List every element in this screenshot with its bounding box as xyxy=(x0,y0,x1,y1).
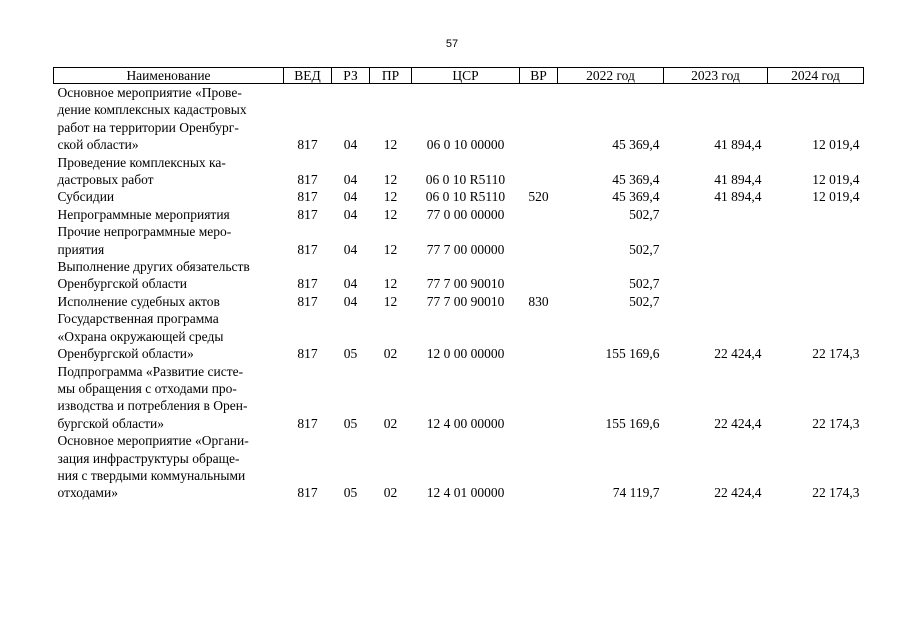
cell-pr: 12 xyxy=(383,189,398,205)
cell-csr: 77 0 00 00000 xyxy=(426,206,505,222)
table-row xyxy=(54,432,864,502)
cell-pr: 12 xyxy=(383,293,398,309)
cell-y2024 xyxy=(768,293,864,310)
cell-pr: 12 xyxy=(383,137,398,153)
header-2022: 2022 год xyxy=(558,68,664,84)
table-row xyxy=(54,310,864,362)
row-name-line: Субсидии xyxy=(57,189,115,205)
cell-pr: 02 xyxy=(383,346,398,362)
row-name xyxy=(54,363,284,433)
cell-ved: 817 xyxy=(297,137,318,153)
cell-ved: 817 xyxy=(297,485,318,501)
cell-rz: 04 xyxy=(343,189,358,205)
cell-y2022: 45 369,4 xyxy=(612,172,660,188)
cell-ved: 817 xyxy=(297,172,318,188)
row-name-line: ской области» xyxy=(57,137,139,153)
row-name-line: Государственная программа xyxy=(57,311,219,327)
header-ved: ВЕД xyxy=(284,68,332,84)
row-name xyxy=(54,310,284,362)
cell-rz: 05 xyxy=(343,415,358,431)
table-body xyxy=(54,84,864,502)
row-name-line: Выполнение других обязательств xyxy=(57,259,250,275)
cell-ved: 817 xyxy=(297,241,318,257)
cell-y2024: 12 019,4 xyxy=(812,137,860,153)
cell-rz: 04 xyxy=(343,293,358,309)
row-name-line: Исполнение судебных актов xyxy=(57,293,220,309)
row-name xyxy=(54,432,284,502)
cell-y2023: 41 894,4 xyxy=(714,137,762,153)
cell-vr xyxy=(520,363,558,433)
cell-csr: 06 0 10 00000 xyxy=(426,137,505,153)
row-name xyxy=(54,206,284,223)
cell-y2023: 22 424,4 xyxy=(714,415,762,431)
cell-y2023: 41 894,4 xyxy=(714,189,762,205)
table-row xyxy=(54,363,864,433)
cell-rz: 05 xyxy=(343,485,358,501)
row-name xyxy=(54,293,284,310)
header-rz: РЗ xyxy=(332,68,370,84)
cell-y2023 xyxy=(664,293,768,310)
cell-y2023: 22 424,4 xyxy=(714,485,762,501)
header-2024: 2024 год xyxy=(768,68,864,84)
cell-ved: 817 xyxy=(297,415,318,431)
cell-csr: 12 4 00 00000 xyxy=(426,415,505,431)
row-name xyxy=(54,188,284,205)
cell-y2022: 155 169,6 xyxy=(605,346,660,362)
row-name-line: Оренбургской области xyxy=(57,276,187,292)
cell-csr: 06 0 10 R5110 xyxy=(425,172,506,188)
table-row xyxy=(54,84,864,154)
cell-vr xyxy=(520,432,558,502)
row-name-line: Прочие непрограммные меро- xyxy=(57,224,232,240)
table-row xyxy=(54,188,864,205)
header-csr: ЦСР xyxy=(412,68,520,84)
cell-vr xyxy=(520,206,558,223)
cell-y2024 xyxy=(768,206,864,223)
row-name-line: приятия xyxy=(57,241,105,257)
cell-csr: 77 7 00 90010 xyxy=(426,293,505,309)
cell-ved: 817 xyxy=(297,189,318,205)
cell-csr: 12 0 00 00000 xyxy=(426,346,505,362)
table-row xyxy=(54,258,864,293)
cell-y2024: 12 019,4 xyxy=(812,172,860,188)
cell-pr: 12 xyxy=(383,276,398,292)
cell-y2023: 41 894,4 xyxy=(714,172,762,188)
row-name xyxy=(54,154,284,189)
cell-vr xyxy=(520,258,558,293)
cell-y2023 xyxy=(664,223,768,258)
row-name xyxy=(54,223,284,258)
cell-y2022: 502,7 xyxy=(629,206,660,222)
cell-vr xyxy=(520,154,558,189)
cell-ved: 817 xyxy=(297,206,318,222)
row-name-line: Проведение комплексных ка- xyxy=(57,154,226,170)
header-name: Наименование xyxy=(54,68,284,84)
budget-table xyxy=(53,67,864,502)
row-name-line: работ на территории Оренбург- xyxy=(57,119,239,135)
cell-vr: 520 xyxy=(528,189,549,205)
table-row xyxy=(54,223,864,258)
cell-y2022: 45 369,4 xyxy=(612,137,660,153)
row-name-line: отходами» xyxy=(57,485,118,501)
cell-vr: 830 xyxy=(528,293,549,309)
row-name-line: бургской области» xyxy=(57,415,164,431)
cell-rz: 05 xyxy=(343,346,358,362)
row-name xyxy=(54,258,284,293)
cell-y2023 xyxy=(664,258,768,293)
cell-y2023 xyxy=(664,206,768,223)
cell-vr xyxy=(520,310,558,362)
cell-rz: 04 xyxy=(343,206,358,222)
cell-y2024 xyxy=(768,258,864,293)
row-name-line: мы обращения с отходами про- xyxy=(57,380,237,396)
row-name-line: Основное мероприятие «Органи- xyxy=(57,433,249,449)
row-name xyxy=(54,84,284,154)
cell-pr: 12 xyxy=(383,241,398,257)
cell-pr: 12 xyxy=(383,206,398,222)
row-name-line: дение комплексных кадастровых xyxy=(57,102,247,118)
header-pr: ПР xyxy=(370,68,412,84)
cell-y2022: 45 369,4 xyxy=(612,189,660,205)
cell-rz: 04 xyxy=(343,172,358,188)
cell-csr: 06 0 10 R5110 xyxy=(425,189,506,205)
cell-rz: 04 xyxy=(343,241,358,257)
cell-y2022: 74 119,7 xyxy=(612,485,660,501)
cell-y2023: 22 424,4 xyxy=(714,346,762,362)
cell-vr xyxy=(520,84,558,154)
cell-y2022: 502,7 xyxy=(629,241,660,257)
cell-csr: 77 7 00 00000 xyxy=(426,241,505,257)
cell-ved: 817 xyxy=(297,346,318,362)
cell-rz: 04 xyxy=(343,276,358,292)
cell-ved: 817 xyxy=(297,293,318,309)
cell-y2024: 22 174,3 xyxy=(812,485,860,501)
header-2023: 2023 год xyxy=(664,68,768,84)
cell-pr: 12 xyxy=(383,172,398,188)
cell-y2022: 502,7 xyxy=(629,293,660,309)
cell-y2024: 12 019,4 xyxy=(812,189,860,205)
cell-csr: 77 7 00 90010 xyxy=(426,276,505,292)
cell-ved: 817 xyxy=(297,276,318,292)
cell-vr xyxy=(520,223,558,258)
cell-y2024: 22 174,3 xyxy=(812,346,860,362)
cell-y2022: 502,7 xyxy=(629,276,660,292)
table-row xyxy=(54,293,864,310)
row-name-line: зация инфраструктуры обраще- xyxy=(57,450,240,466)
row-name-line: «Охрана окружающей среды xyxy=(57,328,224,344)
cell-pr: 02 xyxy=(383,485,398,501)
row-name-line: дастровых работ xyxy=(57,172,154,188)
row-name-line: изводства и потребления в Орен- xyxy=(57,398,248,414)
cell-y2024: 22 174,3 xyxy=(812,415,860,431)
cell-rz: 04 xyxy=(343,137,358,153)
row-name-line: Основное мероприятие «Прове- xyxy=(57,85,242,100)
cell-pr: 02 xyxy=(383,415,398,431)
row-name-line: Подпрограмма «Развитие систе- xyxy=(57,363,244,379)
table-row xyxy=(54,154,864,189)
header-vr: ВР xyxy=(520,68,558,84)
table-header xyxy=(54,68,864,84)
row-name-line: Оренбургской области» xyxy=(57,346,194,362)
cell-csr: 12 4 01 00000 xyxy=(426,485,505,501)
row-name-line: Непрограммные мероприятия xyxy=(57,206,230,222)
cell-y2022: 155 169,6 xyxy=(605,415,660,431)
cell-y2024 xyxy=(768,223,864,258)
page-number: 57 xyxy=(445,38,459,50)
row-name-line: ния с твердыми коммунальными xyxy=(57,467,246,483)
table-row xyxy=(54,206,864,223)
